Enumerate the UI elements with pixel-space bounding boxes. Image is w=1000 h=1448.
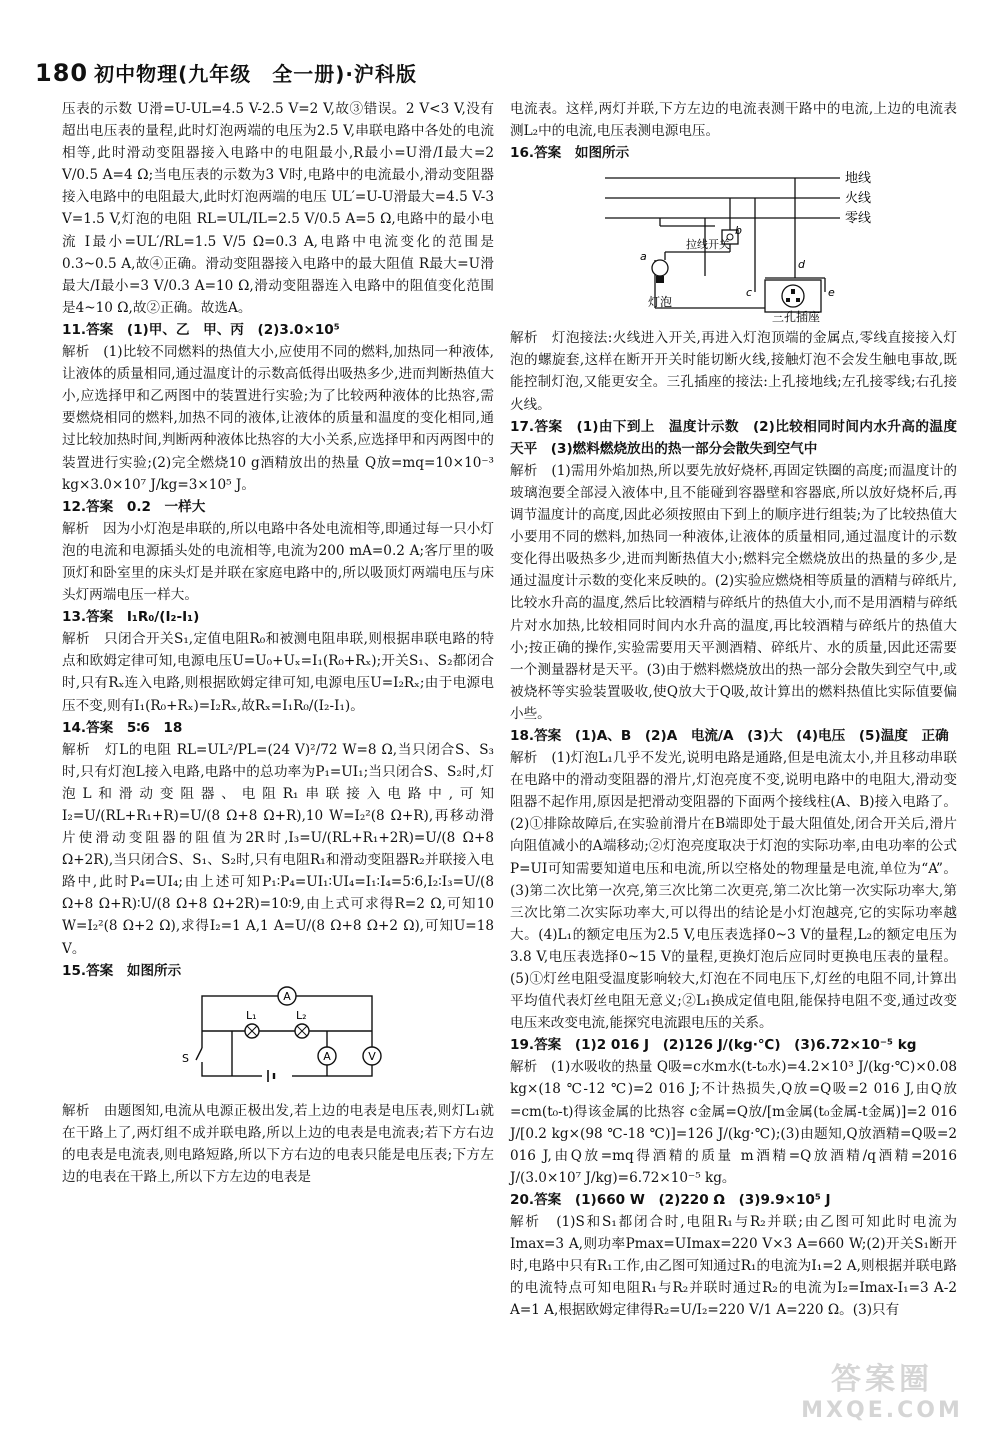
q15-top-ammeter	[278, 987, 296, 1005]
switch-s-icon	[182, 1048, 208, 1065]
svg-text:A: A	[323, 1049, 331, 1063]
q16-analysis: 解析 灯泡接法:火线进入开关,再进入灯泡顶端的金属点,零线直接接入灯泡的螺旋套,这样在断开开关时能切断火线,接触灯泡不会发生触电事故,既能控制灯泡,又能更安全。三孔插座的接法:上孔接地线;左孔接零线;右孔接火线。	[510, 330, 957, 413]
q10-continuation: 压表的示数 U滑=U-UL=4.5 V-2.5 V=2 V,故③错误。2 V<3 V,没有超出电压表的量程,此时灯泡两端的电压为2.5 V,串联电路中各处的电流相等,此时滑动变阻器接入电路中的电阻最小,R最小=U滑/I最大=2 V/0.5 A=4 Ω;当电压表的示数为3 V时,电路中的电流最小,滑动变阻器接入电路中的电阻最大,此时灯泡两端的电压 UL′=U-U滑最大=4.5 V-3 V=1.5 V,灯泡的电阻 RL=UL/IL=2.5 V/0.5 A=5 Ω,电路中的最小电流 I最小=UL′/RL=1.5 V/5 Ω=0.3 A,电路中电流变化的范围是0.3~0.5 A,故④正确。滑动变阻器接入电路中的最大阻值 R最大=U滑最大/I最小=3 V/0.3 A=10 Ω,滑动变阻器连入电路中的阻值变化范围是4~10 Ω,故②正确。故选A。	[62, 101, 494, 316]
q12-answer: 12.答案 0.2 一样大	[62, 498, 206, 515]
q19-answer: 19.答案 (1)2 016 J (2)126 J/(kg·℃) (3)6.72×10⁻⁵ kg	[510, 1037, 917, 1054]
q20-analysis: 解析 (1)S和S₁都闭合时,电阻R₁与R₂并联;由乙图可知此时电流为Imax=3 A,则功率Pmax=UImax=220 V×3 A=660 W;(2)开关S₁断开时,电路中只有R₁工作,由乙图可知通过R₁的电流为I₁=2 A,则根据并联电路的电流特点可知电阻R₁与R₂并联时通过R₂的电流为I₂=Imax-I₁=3 A-2 A=1 A,根据欧姆定律得R₂=U/I₂=220 V/1 A=220 Ω。(3)只有	[510, 1214, 957, 1319]
lamp-l2-icon	[295, 1009, 309, 1038]
svg-text:a: a	[640, 250, 647, 264]
svg-text:V: V	[368, 1049, 376, 1063]
watermark-logo: 答案圈 MXQE.COM	[801, 1362, 963, 1423]
light-bulb-icon	[648, 260, 672, 309]
three-hole-socket-icon	[765, 280, 821, 323]
svg-text:c: c	[746, 286, 753, 300]
live-wire-label: 火线	[845, 191, 872, 207]
q14-analysis: 解析 灯L的电阻 RL=UL²/PL=(24 V)²/72 W=8 Ω,当只闭合S、S₃时,只有灯泡L接入电路,电路中的总功率为P₁=UI₁;当只闭合S、S₂时,灯泡L和滑动变阻器、电阻R₁串联接入电路中,可知I₂=U/(RL+R₁+R)=U/(8 Ω+8 Ω+R),10 W=I₂²(8 Ω+R),再移动滑片使滑动变阻器的阻值为2R时,I₃=U/(RL+R₁+2R)=U/(8 Ω+8 Ω+2R),当只闭合S、S₁、S₂时,只有电阻R₁和滑动变阻器R₂并联接入电路中,此时P₄=UI₄;由上述可知P₁∶P₄=UI₁∶UI₄=I₁∶I₄=5∶6,I₂∶I₃=U/(8 Ω+8 Ω+R)∶U/(8 Ω+8 Ω+2R)=10∶9,由上式可求得R=2 Ω,可知10 W=I₂²(8 Ω+2 Ω),求得I₂=1 A,1 A=U/(8 Ω+8 Ω+2 Ω),可知U=18 V。	[62, 741, 494, 957]
q15-answer: 15.答案 如图所示	[62, 962, 182, 979]
left-column	[62, 98, 494, 1188]
svg-text:灯泡: 灯泡	[648, 295, 673, 310]
svg-text:L₁: L₁	[246, 1008, 257, 1022]
svg-text:d: d	[798, 258, 805, 272]
q17-answer: 17.答案 (1)由下到上 温度计示数 (2)比较相同时间内水升高的温度 天平 (3)燃料燃烧放出的热一部分会散失到空气中	[510, 418, 971, 457]
q15-circuit-diagram	[62, 986, 494, 1096]
ground-wire-label: 地线	[845, 171, 872, 187]
q13-analysis: 解析 只闭合开关S₁,定值电阻R₀和被测电阻串联,则根据串联电路的特点和欧姆定律可知,电源电压U=U₀+Uₓ=I₁(R₀+Rₓ);开关S₁、S₂都闭合时,只有Rₓ连入电路,则根据欧姆定律可知,电源电压U=I₂Rₓ;由于电源电压不变,则有I₁(R₀+Rₓ)=I₂Rₓ,故Rₓ=I₁R₀/(I₂-I₁)。	[62, 631, 494, 714]
q20-answer: 20.答案 (1)660 W (2)220 Ω (3)9.9×10⁵ J	[510, 1191, 831, 1208]
svg-text:b: b	[735, 224, 742, 238]
q18-analysis: 解析 (1)灯泡L₁几乎不发光,说明电路是通路,但是电流太小,并且移动串联在电路中的滑动变阻器的滑片,灯泡亮度不变,说明电路中的电阻大,滑动变阻器不起作用,原因是把滑动变阻器的下面两个接线柱(A、B)接入电路了。(2)①排除故障后,在实验前滑片在B端即处于最大阻值处,闭合开关后,滑片向阻值减小的A端移动;②灯泡亮度取决于灯泡的实际功率,由电功率的公式P=UI可知需要知道电压和电流,所以空格处的物理量是电流,单位为“A”。(3)第二次比第一次亮,第三次比第二次更亮,第二次比第一次实际功率大,第三次比第二次实际功率大,可以得出的结论是小灯泡越亮,它的实际功率越大。(4)L₁的额定电压为2.5 V,电压表选择0~3 V的量程,L₂的额定电压为3.8 V,电压表选择0~15 V的量程,更换灯泡后应同时更换电压表的量程。(5)①灯丝电阻受温度影响较大,灯泡在不同电压下,灯丝的电阻不同,计算出平均值代表灯丝电阻无意义;②L₁换成定值电阻,能保持电阻不变,通过改变电压来改变电流,能探究电流跟电压的关系。	[510, 750, 957, 1032]
svg-text:A: A	[283, 989, 291, 1003]
lamp-l1-icon	[245, 1009, 259, 1038]
q11-answer: 11.答案 (1)甲、乙 甲、丙 (2)3.0×10⁵	[62, 321, 340, 338]
q15-continuation: 电流表。这样,两灯并联,下方左边的电流表测干路中的电流,上边的电流表测L₂中的电流,电压表测电源电压。	[510, 101, 957, 140]
q15-bottom-ammeter	[318, 1047, 336, 1065]
q19-analysis: 解析 (1)水吸收的热量 Q吸=c水m水(t-t₀水)=4.2×10³ J/(kg·℃)×0.08 kg×(18 ℃-12 ℃)=2 016 J;不计热损失,Q放=Q吸=2 016 J,由Q放=cm(t₀-t)得该金属的比热容 c金属=Q放/[m金属(t₀金属-t金属)]=2 016 J/[0.2 kg×(98 ℃-18 ℃)]=126 J/(kg·℃);(3)由题知,Q放酒精=Q吸=2 016 J,由Q放=mq得酒精的质量 m酒精=Q放酒精/q酒精=2016 J/(3.0×10⁷ J/kg)=6.72×10⁻⁵ kg。	[510, 1059, 957, 1186]
svg-text:S: S	[182, 1051, 189, 1065]
right-column	[510, 98, 971, 1322]
svg-text:L₂: L₂	[296, 1008, 307, 1022]
q13-answer: 13.答案 I₁R₀/(I₂-I₁)	[62, 609, 200, 626]
q11-analysis: 解析 (1)比较不同燃料的热值大小,应使用不同的燃料,加热同一种液体,让液体的质量相同,通过温度计的示数高低得出吸热多少,进而判断热值大小,应选择甲和乙两图中的装置进行实验;为了比较两种液体的比热容,需要燃烧相同的燃料,加热不同的液体,让液体的质量和温度的变化相同,通过比较加热时间,判断两种液体比热容的大小关系,应选择甲和丙两图中的装置进行实验;(2)完全燃烧10 g酒精放出的热量 Q放=mq=10×10⁻³ kg×3.0×10⁷ J/kg=3×10⁵ J。	[62, 344, 494, 493]
q16-household-circuit-diagram	[510, 168, 957, 323]
q15-voltmeter	[363, 1047, 381, 1065]
q16-answer: 16.答案 如图所示	[510, 145, 630, 162]
q14-answer: 14.答案 5∶6 18	[62, 719, 183, 736]
neutral-wire-label: 零线	[845, 211, 872, 227]
svg-text:拉线开关: 拉线开关	[686, 238, 730, 252]
book-title: 初中物理(九年级 全一册)·沪科版	[94, 62, 417, 86]
svg-text:e: e	[828, 286, 835, 300]
svg-text:三孔插座: 三孔插座	[772, 310, 821, 324]
page-header	[35, 58, 417, 87]
page-number: 180	[35, 59, 89, 87]
q12-analysis: 解析 因为小灯泡是串联的,所以电路中各处电流相等,即通过每一只小灯泡的电流和电源插头处的电流相等,电流为200 mA=0.2 A;客厅里的吸顶灯和卧室里的床头灯是并联在家庭电路中的,所以吸顶灯两端电压与床头灯两端电压一样大。	[62, 520, 494, 604]
q18-answer: 18.答案 (1)A、B (2)A 电流/A (3)大 (4)电压 (5)温度 正确	[510, 727, 949, 744]
q15-analysis: 解析 由题图知,电流从电源正极出发,若上边的电表是电压表,则灯L₁就在干路上了,两灯组不成并联电路,所以上边的电表是电流表;若下方右边的电表是电流表,则电路短路,所以下方右边的电表只能是电压表;下方左边的电表在干路上,所以下方左边的电表是	[62, 1102, 494, 1186]
q17-analysis: 解析 (1)需用外焰加热,所以要先放好烧杯,再固定铁圈的高度;而温度计的玻璃泡要全部浸入液体中,且不能碰到容器壁和容器底,所以放好烧杯后,再调节温度计的高度,因此必须按照由下到上的顺序进行组装;为了比较热值大小要用不同的燃料,加热同一种液体,让液体的质量相同,通过温度计的示数变化得出吸热多少,进而判断热值大小;燃料完全燃烧放出的热量的多少,是通过温度计示数的变化来反映的。(2)实验应燃烧相等质量的酒精与碎纸片,比较水升高的温度,然后比较酒精与碎纸片的热值大小,而不是用酒精与碎纸片对水加热,比较相同时间内水升高的温度,再比较酒精与碎纸片的热值大小;按正确的操作,实验需要用天平测酒精、碎纸片、水的质量,因此还需要一个测量器材是天平。(3)由于燃料燃烧放出的热一部分会散失到空气中,或被烧杯等实验装置吸收,使Q放大于Q吸,故计算出的燃料热值比实际值要偏小些。	[510, 462, 957, 722]
